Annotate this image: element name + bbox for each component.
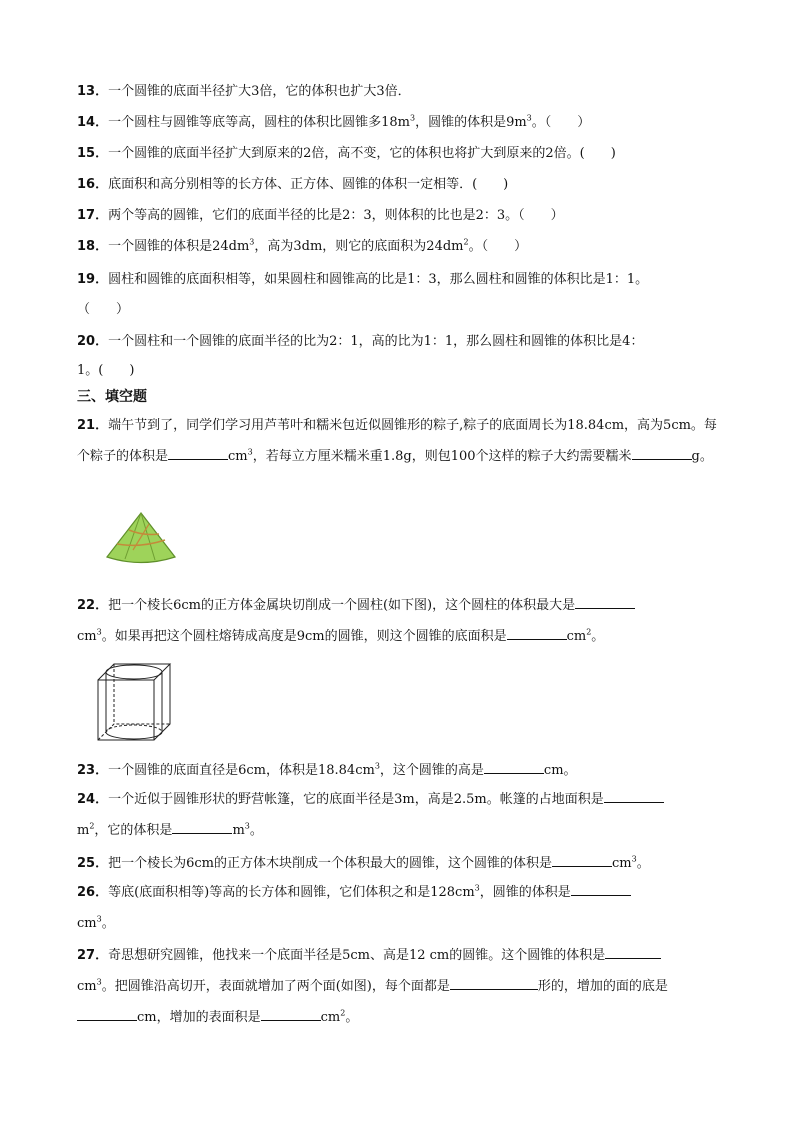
question-text: 一个圆锥的底面直径是6cm，体积是18.84cm xyxy=(108,763,375,778)
superscript: 3 xyxy=(374,761,380,771)
question-19-line2 xyxy=(77,300,717,320)
question-text: 。如果再把这个圆柱熔铸成高度是9cm的圆锥，则这个圆锥的底面积是 xyxy=(101,629,507,644)
question-22 xyxy=(77,590,717,652)
question-text: 一个圆锥的底面半径扩大3倍，它的体积也扩大3倍． xyxy=(108,84,411,99)
question-number: 19． xyxy=(77,272,109,287)
superscript: 3 xyxy=(474,883,480,893)
question-number: 25． xyxy=(77,856,109,871)
question-number: 24． xyxy=(77,792,109,807)
question-20-line2 xyxy=(77,361,717,381)
question-text: 。（ ） xyxy=(468,239,528,254)
question-18 xyxy=(77,237,717,257)
unit-text: g。 xyxy=(691,449,713,464)
question-text: 。 xyxy=(591,629,605,644)
answer-blank[interactable] xyxy=(484,759,544,774)
answer-blank[interactable] xyxy=(552,852,612,867)
question-26 xyxy=(77,877,717,939)
unit-text: cm，增加的表面积是 xyxy=(137,1010,261,1025)
answer-blank[interactable] xyxy=(632,445,692,460)
unit-text: m xyxy=(77,823,90,838)
superscript: 3 xyxy=(631,854,637,864)
question-text: 等底(底面积相等)等高的长方体和圆锥，它们体积之和是128cm xyxy=(108,885,475,900)
question-number: 27． xyxy=(77,948,109,963)
question-number: 17． xyxy=(77,208,109,223)
unit-text: cm xyxy=(77,979,97,994)
question-text: 把一个棱长6cm的正方体金属块切削成一个圆柱(如下图)，这个圆柱的体积最大是 xyxy=(108,598,576,613)
cube-cylinder-diagram xyxy=(96,660,172,742)
superscript: 3 xyxy=(244,821,250,831)
answer-blank[interactable] xyxy=(450,975,538,990)
question-text: 。把圆锥沿高切开，表面就增加了两个面(如图)，每个面都是 xyxy=(101,979,450,994)
question-14 xyxy=(77,113,717,133)
question-text: 。 xyxy=(101,916,115,931)
unit-text: m xyxy=(232,823,245,838)
question-20 xyxy=(77,332,717,352)
superscript: 3 xyxy=(96,977,102,987)
superscript: 2 xyxy=(586,627,592,637)
question-text: 一个圆柱与圆锥等底等高，圆柱的体积比圆锥多18m xyxy=(108,115,410,130)
question-number: 21． xyxy=(77,418,109,433)
unit-text: cm xyxy=(320,1010,341,1025)
question-17 xyxy=(77,206,717,226)
unit-text: cm xyxy=(611,856,632,871)
question-text: 。 xyxy=(345,1010,359,1025)
question-text: 一个圆锥的底面半径扩大到原来的2倍，高不变，它的体积也将扩大到原来的2倍。( ) xyxy=(108,146,616,161)
question-number: 13． xyxy=(77,84,109,99)
superscript: 3 xyxy=(96,627,102,637)
unit-text: cm xyxy=(77,916,97,931)
superscript: 3 xyxy=(249,237,255,247)
question-13 xyxy=(77,82,717,102)
unit-text: cm xyxy=(77,629,97,644)
answer-blank[interactable] xyxy=(604,788,664,803)
question-text: 把一个棱长为6cm的正方体木块削成一个体积最大的圆锥，这个圆锥的体积是 xyxy=(108,856,552,871)
question-text: ，它的体积是 xyxy=(94,823,173,838)
answer-blank[interactable] xyxy=(605,944,661,959)
question-text: 形的，增加的面的底是 xyxy=(537,979,668,994)
question-number: 16． xyxy=(77,177,109,192)
zongzi-illustration xyxy=(103,510,179,570)
answer-blank[interactable] xyxy=(77,1006,137,1021)
question-number: 14． xyxy=(77,115,109,130)
question-number: 26． xyxy=(77,885,109,900)
question-16 xyxy=(77,175,717,195)
question-number: 23． xyxy=(77,763,109,778)
question-text: 。 xyxy=(249,823,263,838)
superscript: 3 xyxy=(409,113,416,123)
question-text: 两个等高的圆锥，它们的底面半径的比是2：3，则体积的比也是2：3。（ ） xyxy=(108,208,564,223)
question-text: 端午节到了，同学们学习用芦苇叶和糯米包近似圆锥形的粽子,粽子的底面周长为18.84cm，高为5cm。每个粽子的体积是 xyxy=(77,418,717,464)
answer-blank[interactable] xyxy=(575,594,635,609)
question-25 xyxy=(77,852,717,874)
question-number: 18． xyxy=(77,239,109,254)
question-text: ，高为3dm，则它的底面积为24dm xyxy=(254,239,464,254)
question-number: 22． xyxy=(77,598,109,613)
question-text: 底面积和高分别相等的长方体、正方体、圆锥的体积一定相等．( ) xyxy=(108,177,509,192)
answer-blank[interactable] xyxy=(571,881,631,896)
superscript: 3 xyxy=(247,447,253,457)
question-text: 一个圆柱和一个圆锥的底面半径的比为2：1，高的比为1：1，那么圆柱和圆锥的体积比是4： xyxy=(108,334,644,349)
superscript: 3 xyxy=(96,914,102,924)
answer-blank[interactable] xyxy=(507,625,567,640)
question-number: 20． xyxy=(77,334,109,349)
question-15 xyxy=(77,144,717,164)
question-text: 一个近似于圆锥形状的野营帐篷，它的底面半径是3m，高是2.5m。帐篷的占地面积是 xyxy=(108,792,604,807)
section-heading: 三、填空题 xyxy=(77,389,147,405)
answer-blank[interactable] xyxy=(168,445,228,460)
unit-text: cm xyxy=(566,629,587,644)
question-19 xyxy=(77,270,717,290)
question-text: ，若每立方厘米糯米重1.8g，则包100个这样的粽子大约需要糯米 xyxy=(252,449,632,464)
superscript: 3 xyxy=(526,113,532,123)
question-text: 。 xyxy=(636,856,650,871)
question-number: 15． xyxy=(77,146,109,161)
question-27 xyxy=(77,940,717,1033)
question-23 xyxy=(77,759,717,781)
question-21 xyxy=(77,410,717,472)
superscript: 2 xyxy=(89,821,95,831)
superscript: 2 xyxy=(463,237,469,247)
question-text: 。（ ） xyxy=(531,115,591,130)
question-text: ，圆锥的体积是9m xyxy=(415,115,527,130)
question-24 xyxy=(77,784,717,846)
answer-parentheses: （ ） xyxy=(77,302,130,317)
superscript: 2 xyxy=(340,1008,346,1018)
question-text: ，圆锥的体积是 xyxy=(479,885,571,900)
unit-text: cm xyxy=(228,449,248,464)
unit-text: cm。 xyxy=(543,763,577,778)
question-text: 奇思想研究圆锥，他找来一个底面半径是5cm、高是12 cm的圆锥。这个圆锥的体积是 xyxy=(108,948,606,963)
question-text: 一个圆锥的体积是24dm xyxy=(108,239,250,254)
answer-blank[interactable] xyxy=(261,1006,321,1021)
question-text: 1。( ) xyxy=(77,363,135,378)
question-text: ，这个圆锥的高是 xyxy=(379,763,484,778)
answer-blank[interactable] xyxy=(172,819,232,834)
question-text: 圆柱和圆锥的底面积相等，如果圆柱和圆锥高的比是1：3，那么圆柱和圆锥的体积比是1：1。 xyxy=(108,272,649,287)
